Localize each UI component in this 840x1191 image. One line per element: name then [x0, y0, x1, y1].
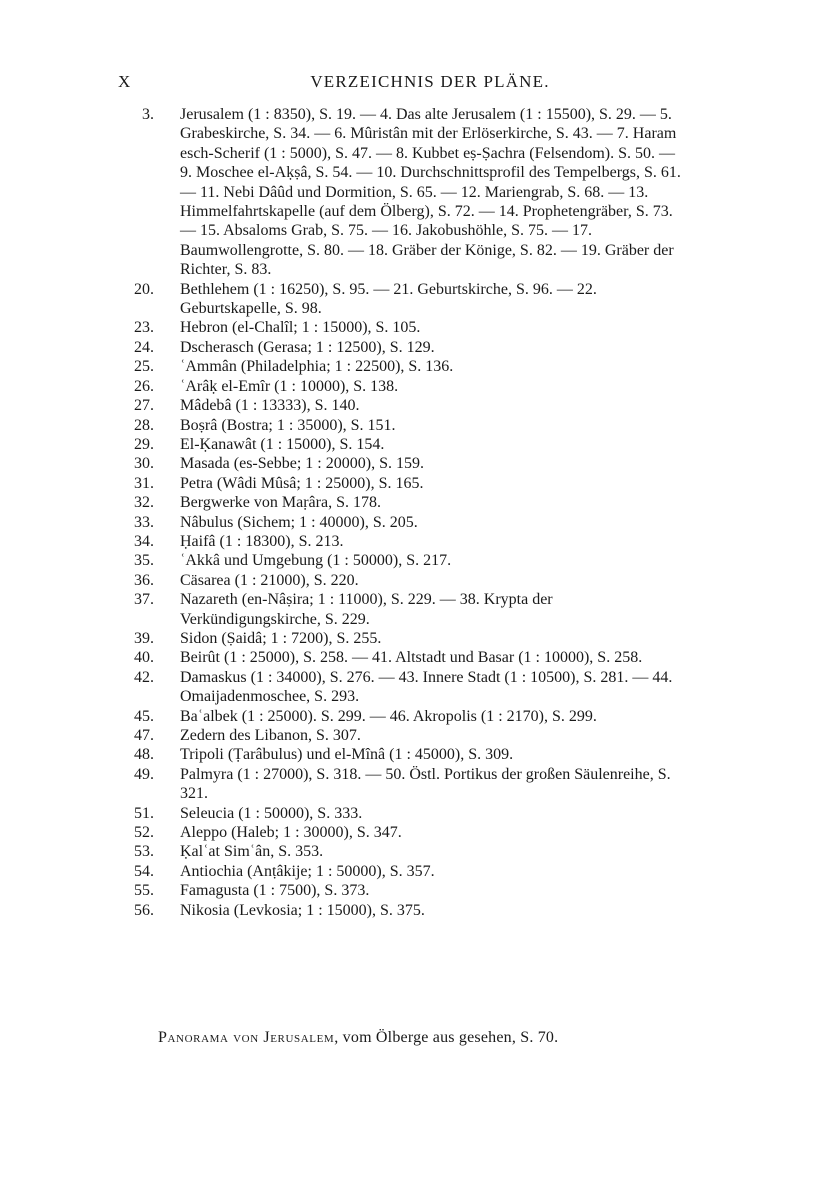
list-item-text: Nâbulus (Sichem; 1 : 40000), S. 205. [180, 513, 418, 531]
list-item [122, 726, 688, 745]
list-item-number: 36. [134, 571, 154, 589]
list-item-number: 55. [134, 882, 154, 900]
list-item [122, 745, 688, 764]
list-item [122, 454, 688, 473]
list-item-text: Bethlehem (1 : 16250), S. 95. — 21. Geburtskirche, S. 96. — 22. Geburtskapelle, S. 98. [180, 280, 597, 318]
list-item-number: 20. [134, 280, 154, 298]
list-item [122, 357, 688, 376]
list-item [122, 842, 688, 861]
list-item-number: 3. [142, 106, 154, 123]
list-item-number: 42. [134, 668, 154, 686]
list-item-number: 34. [134, 532, 154, 550]
list-item-number: 56. [134, 901, 154, 919]
list-item [122, 590, 688, 629]
list-item-number: 54. [134, 862, 154, 880]
list-item-text: Beirût (1 : 25000), S. 258. — 41. Altstadt und Basar (1 : 10000), S. 258. [180, 649, 643, 667]
list-item-number: 32. [134, 494, 154, 512]
list-item-text: Jerusalem (1 : 8350), S. 19. — 4. Das alte Jerusalem (1 : 15500), S. 29. — 5. Grabeskirche, S. 34. — 6. Mûristân mit der Erlöserkirche, S. 43. — 7. Haram esch-Scherif (1 : 5000), S. 47. — 8. Kubbet eṣ-Ṣachra (Felsendom). S. 50. — 9. Moschee el-Aḳṣâ, S. 54. — 10. Durchschnittsprofil des Tempelbergs, S. 61. — 11. Nebi Dâûd und Dormition, S. 65. — 12. Mariengrab, S. 68. — 13. Himmelfahrtskapelle (auf dem Ölberg), S. 72. — 14. Prophetengräber, S. 73. — 15. Absaloms Grab, S. 75. — 16. Jakobushöhle, S. 75. — 17. Baumwollengrotte, S. 80. — 18. Gräber der Könige, S. 82. — 19. Gräber der Richter, S. 83. [180, 106, 681, 279]
list-item-number: 40. [134, 649, 154, 667]
list-item-text: El-Ḳanawât (1 : 15000), S. 154. [180, 435, 385, 453]
list-item [122, 396, 688, 415]
list-item-text: Aleppo (Haleb; 1 : 30000), S. 347. [180, 824, 402, 842]
list-item-number: 30. [134, 455, 154, 473]
list-item-text: Hebron (el-Chalîl; 1 : 15000), S. 105. [180, 319, 421, 337]
list-item-number: 27. [134, 397, 154, 415]
list-item [122, 532, 688, 551]
list-item [122, 493, 688, 512]
list-item-text: Petra (Wâdi Mûsâ; 1 : 25000), S. 165. [180, 474, 424, 492]
list-item [122, 804, 688, 823]
list-item-text: Palmyra (1 : 27000), S. 318. — 50. Östl. Portikus der großen Säulenreihe, S. 321. [180, 765, 671, 803]
list-item [122, 881, 688, 900]
list-item [122, 629, 688, 648]
page-title: VERZEICHNIS DER PLÄNE. [310, 72, 550, 91]
list-item [122, 648, 688, 667]
list-item-text: Boṣrâ (Bostra; 1 : 35000), S. 151. [180, 416, 396, 434]
list-item-text: Baʿalbek (1 : 25000). S. 299. — 46. Akropolis (1 : 2170), S. 299. [180, 707, 597, 725]
list-item-text: Ḥaifâ (1 : 18300), S. 213. [180, 532, 344, 550]
list-item [122, 862, 688, 881]
list-item-text: ʿArâḳ el-Emîr (1 : 10000), S. 138. [180, 377, 399, 395]
list-item [122, 823, 688, 842]
page-number: X [118, 72, 132, 91]
list-item-number: 33. [134, 513, 154, 531]
list-item-number: 52. [134, 824, 154, 842]
list-item-text: Mâdebâ (1 : 13333), S. 140. [180, 397, 360, 415]
list-item-text: Nazareth (en-Nâṣira; 1 : 11000), S. 229. — 38. Krypta der Verkündigungskirche, S. 229. [180, 591, 553, 628]
list-item-number: 51. [134, 804, 154, 822]
list-item-number: 31. [134, 474, 154, 492]
list-item-number: 48. [134, 746, 154, 764]
list-item-number: 28. [134, 416, 154, 434]
list-item [122, 668, 688, 707]
list-item [122, 707, 688, 726]
list-item [122, 318, 688, 337]
list-item-text: Famagusta (1 : 7500), S. 373. [180, 882, 370, 900]
list-item-number: 23. [134, 319, 154, 337]
list-item [122, 571, 688, 590]
list-item-number: 45. [134, 707, 154, 725]
list-item [122, 551, 688, 570]
list-item [122, 513, 688, 532]
list-item-number: 49. [134, 765, 154, 783]
list-item-text: Damaskus (1 : 34000), S. 276. — 43. Innere Stadt (1 : 10500), S. 281. — 44. Omaijadenmoschee, S. 293. [180, 668, 673, 706]
list-item-text: ʿAkkâ und Umgebung (1 : 50000), S. 217. [180, 552, 452, 570]
list-item-number: 35. [134, 552, 154, 570]
panorama-rest: , vom Ölberge aus gesehen, S. 70. [334, 1029, 559, 1046]
list-item-number: 39. [134, 629, 154, 647]
list-item-text: Zedern des Libanon, S. 307. [180, 727, 361, 744]
list-item-number: 29. [134, 435, 154, 453]
list-item [122, 338, 688, 357]
list-item [122, 105, 688, 280]
list-item-number: 37. [134, 591, 154, 609]
list-item-number: 26. [134, 377, 154, 395]
list-item-text: Cäsarea (1 : 21000), S. 220. [180, 571, 359, 589]
list-item [122, 377, 688, 396]
list-item-number: 25. [134, 358, 154, 376]
list-item [122, 416, 688, 435]
list-item [122, 280, 688, 319]
list-item-text: Ḳalʿat Simʿân, S. 353. [180, 843, 324, 861]
list-item-text: Masada (es-Sebbe; 1 : 20000), S. 159. [180, 455, 424, 473]
list-item-text: Tripoli (Ṭarâbulus) und el-Mînâ (1 : 45000), S. 309. [180, 746, 514, 764]
list-item-number: 24. [134, 338, 154, 356]
list-item-text: Sidon (Ṣaidâ; 1 : 7200), S. 255. [180, 629, 382, 647]
list-item [122, 765, 688, 804]
list-item-number: 47. [134, 727, 154, 744]
list-item-text: Seleucia (1 : 50000), S. 333. [180, 804, 363, 822]
list-item-text: ʿAmmân (Philadelphia; 1 : 22500), S. 136. [180, 358, 454, 376]
list-item-number: 53. [134, 843, 154, 861]
list-item-text: Antiochia (Anṭâkije; 1 : 50000), S. 357. [180, 862, 435, 880]
list-item-text: Bergwerke von Maṛâra, S. 178. [180, 494, 381, 512]
panorama-line [158, 1029, 558, 1047]
list-item [122, 474, 688, 493]
list-item-text: Nikosia (Levkosia; 1 : 15000), S. 375. [180, 901, 425, 919]
plan-list [122, 105, 688, 920]
list-item-text: Dscherasch (Gerasa; 1 : 12500), S. 129. [180, 338, 435, 356]
list-item [122, 435, 688, 454]
list-item [122, 901, 688, 920]
panorama-label: Panorama von Jerusalem [158, 1029, 335, 1046]
